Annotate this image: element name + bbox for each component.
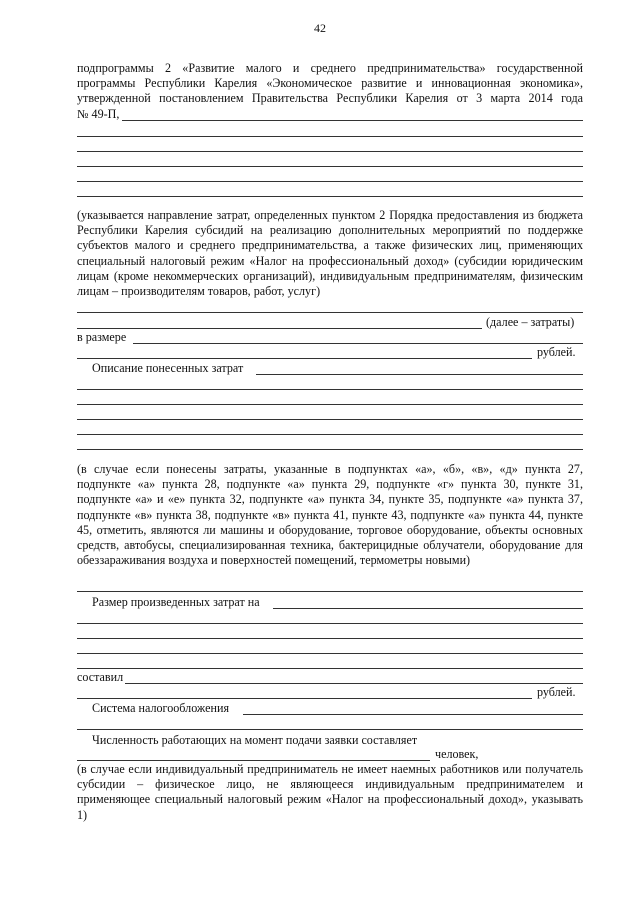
headcount-label: Численность работающих на момент подачи заявки составляет xyxy=(92,733,418,747)
description-field-line[interactable] xyxy=(77,389,583,390)
direction-field-line[interactable] xyxy=(77,196,583,197)
incurred-label: Размер произведенных затрат на xyxy=(92,595,260,609)
direction-field-line[interactable] xyxy=(77,181,583,182)
description-field-line[interactable] xyxy=(77,449,583,450)
tax-field-line[interactable] xyxy=(243,714,583,715)
incurred-field-line[interactable] xyxy=(273,608,583,609)
direction-hint: (указывается направление затрат, определенных пунктом 2 Порядка предоставления из бюджета Республики Карелия субсидий на реализацию дополнительных мероприятий по поддержке субъектов малого и среднего предпринимательства, а также физических лиц, применяющих специальный налоговый режим «Налог на профессиональный доход» (субсидии юридическим лицам (кроме некоммерческих организаций), индивидуальным предпринимателям, физическим лицам – производителям товаров, работ, услуг) xyxy=(77,208,583,299)
description-field-line[interactable] xyxy=(77,434,583,435)
headcount-unit: человек, xyxy=(435,747,479,761)
incurred-field-line[interactable] xyxy=(77,623,583,624)
intro-last-fragment: № 49-П, xyxy=(77,107,120,121)
incurred-field-line[interactable] xyxy=(77,653,583,654)
composed-field-line[interactable] xyxy=(77,698,532,699)
costs-field-line[interactable] xyxy=(77,328,482,329)
tax-label: Система налогообложения xyxy=(92,701,230,715)
direction-field-line[interactable] xyxy=(77,136,583,137)
description-label: Описание понесенных затрат xyxy=(92,361,244,375)
amount-field-line[interactable] xyxy=(77,358,532,359)
intro-paragraph: подпрограммы 2 «Развитие малого и среднего предпринимательства» государственной программы Республики Карелия «Экономическое развитие и инновационная экономика», утвержденной постановлением Правительства Республики Карелия от 3 марта 2014 года xyxy=(77,61,583,106)
composed-field-line[interactable] xyxy=(125,683,583,684)
currency-suffix-2: рублей. xyxy=(537,685,576,699)
currency-suffix: рублей. xyxy=(537,345,576,359)
description-field-line[interactable] xyxy=(77,419,583,420)
incurred-field-line[interactable] xyxy=(77,591,583,592)
amount-label: в размере xyxy=(77,330,127,344)
composed-label: составил xyxy=(77,670,124,684)
direction-field-line[interactable] xyxy=(77,151,583,152)
tax-field-line[interactable] xyxy=(77,729,583,730)
headcount-hint: (в случае если индивидуальный предприниматель не имеет наемных работников или получатель субсидии – физическое лицо, не являющееся индивидуальным предпринимателем и применяющее специальный налоговый режим «Налог на профессиональный доход», указывать 1) xyxy=(77,762,583,822)
direction-field-line[interactable] xyxy=(122,120,583,121)
equipment-hint: (в случае если понесены затраты, указанные в подпунктах «а», «б», «в», «д» пункта 27, подпункте «а» пункта 28, подпункте «а» пункта 29, подпункте «г» пункта 30, пункте 31, подпункте «а» и «е» пункта 32, подпункте «а» пункта 34, пункте 35, подпункте «а» пункта 37, подпункте «в» пункта 38, подпункте «в» пункта 41, пункте 43, подпункте «а» пункта 44, пункте 45, отметить, являются ли машины и оборудование, торговое оборудование, объекты основных средств, автобусы, специализированная техника, бактерицидные облучатели, оборудование для обеззараживания воздуха и поверхностей помещений, термометры новыми) xyxy=(77,462,583,568)
direction-field-line[interactable] xyxy=(77,166,583,167)
description-field-line[interactable] xyxy=(77,404,583,405)
costs-field-line[interactable] xyxy=(77,312,583,313)
page-number: 42 xyxy=(314,21,326,35)
incurred-field-line[interactable] xyxy=(77,668,583,669)
costs-suffix: (далее – затраты) xyxy=(486,315,575,329)
amount-field-line[interactable] xyxy=(133,343,583,344)
headcount-field-line[interactable] xyxy=(77,760,430,761)
description-field-line[interactable] xyxy=(256,374,583,375)
incurred-field-line[interactable] xyxy=(77,638,583,639)
